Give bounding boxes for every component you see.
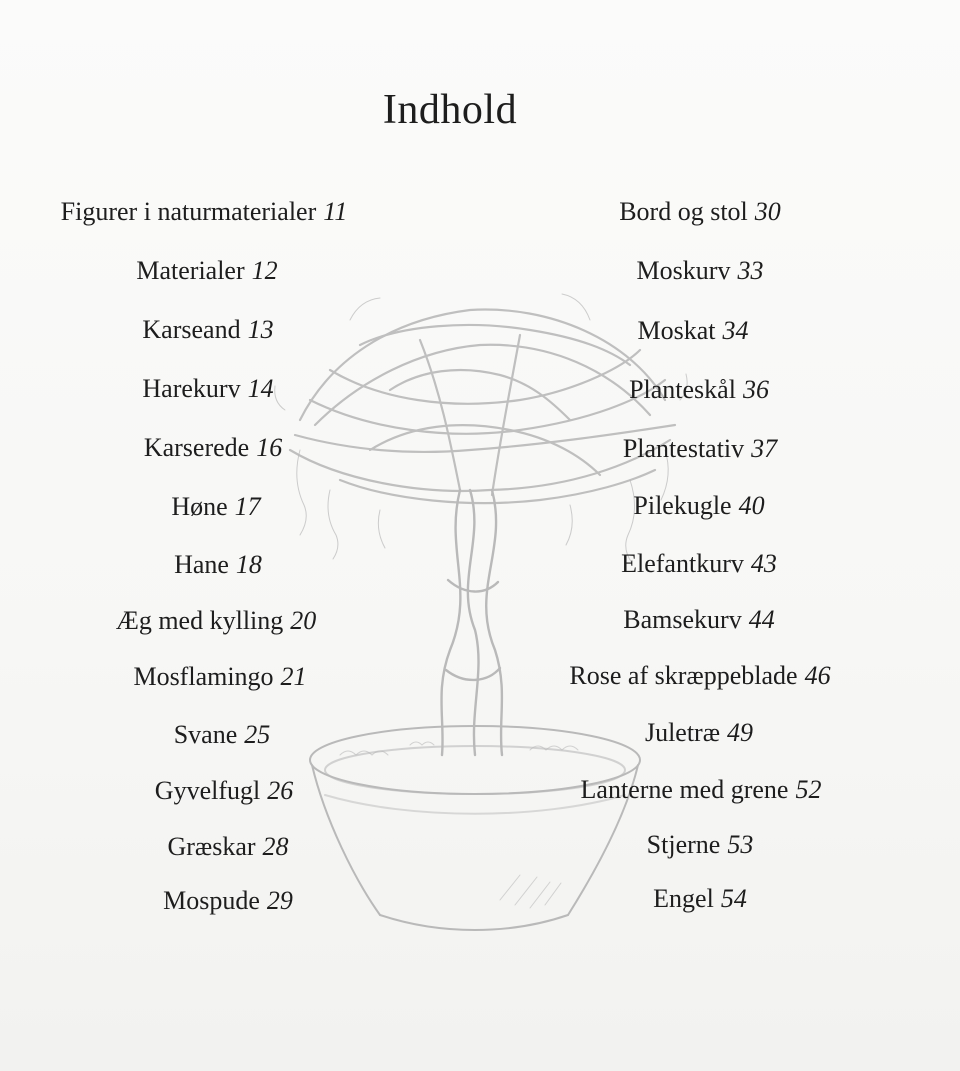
toc-entry-page-number: 46: [804, 661, 831, 690]
toc-entry-page-number: 28: [262, 832, 289, 861]
toc-entry-title: Karserede: [143, 433, 250, 462]
toc-entry-title: Høne: [171, 492, 228, 521]
canopy-tendrils: [275, 294, 687, 563]
tree-sketch-illustration: [270, 250, 690, 950]
toc-entry: [633, 491, 764, 521]
toc-entry: [653, 884, 747, 914]
toc-entry-page-number: 52: [795, 775, 822, 804]
toc-entry-title: Elefantkurv: [621, 549, 744, 578]
toc-entry: [637, 256, 764, 286]
toc-entry: [645, 718, 753, 748]
toc-entry: [171, 492, 260, 522]
toc-entry: [142, 374, 273, 404]
toc-entry: [133, 662, 306, 692]
toc-entry: [174, 550, 262, 580]
toc-entry-page-number: 13: [247, 315, 274, 344]
toc-entry-page-number: 53: [727, 830, 754, 859]
toc-entry: [581, 775, 822, 805]
tree-canopy: [290, 310, 675, 504]
toc-entry: [174, 720, 271, 750]
toc-entry-title: Mospude: [163, 886, 260, 915]
toc-entry: [167, 832, 288, 862]
toc-entry-page-number: 21: [280, 662, 307, 691]
toc-entry-title: Materialer: [136, 256, 245, 285]
toc-entry-page-number: 54: [720, 884, 747, 913]
toc-entry: [136, 256, 277, 286]
toc-entry-title: Karseand: [142, 315, 241, 344]
toc-entry-page-number: 44: [748, 605, 775, 634]
toc-entry-title: Juletræ: [644, 718, 721, 747]
toc-entry: [623, 434, 777, 464]
toc-entry-title: Engel: [653, 884, 714, 913]
toc-entry-title: Bord og stol: [619, 197, 748, 226]
toc-entry-title: Figurer i naturmaterialer: [60, 197, 317, 226]
toc-entry-page-number: 20: [290, 606, 317, 635]
toc-entry-page-number: 11: [323, 197, 348, 226]
toc-entry-title: Planteskål: [629, 375, 736, 404]
toc-entry-title: Bamsekurv: [623, 605, 742, 634]
toc-entry-page-number: 33: [737, 256, 764, 285]
toc-entry: [629, 375, 769, 405]
toc-entry-title: Græskar: [167, 832, 256, 861]
toc-entry-title: Moskurv: [636, 256, 731, 285]
toc-entry-title: Hane: [174, 550, 229, 579]
toc-entry-page-number: 18: [235, 550, 262, 579]
toc-entry: [647, 830, 754, 860]
toc-entry-page-number: 12: [251, 256, 278, 285]
toc-entry-page-number: 49: [727, 718, 754, 747]
flower-pot: [310, 726, 640, 930]
toc-entry-page-number: 26: [267, 776, 294, 805]
toc-entry: [116, 606, 317, 636]
toc-entry-title: Æg med kylling: [115, 606, 284, 635]
toc-entry-page-number: 34: [722, 316, 749, 345]
toc-entry-title: Moskat: [637, 316, 716, 345]
toc-entry-title: Mosflamingo: [133, 662, 274, 691]
toc-entry: [142, 315, 273, 345]
toc-entry: [144, 433, 282, 463]
toc-entry-title: Rose af skræppeblade: [569, 661, 798, 690]
toc-entry-page-number: 14: [247, 374, 274, 403]
tree-trunk: [441, 490, 502, 755]
toc-entry: [163, 886, 293, 916]
toc-entry-title: Svane: [173, 720, 238, 749]
toc-entry-title: Gyvelfugl: [154, 776, 261, 805]
toc-entry-page-number: 43: [750, 549, 777, 578]
toc-entry-title: Plantestativ: [622, 434, 745, 463]
toc-entry-page-number: 25: [244, 720, 271, 749]
toc-entry-page-number: 36: [742, 375, 769, 404]
toc-entry: [155, 776, 293, 806]
toc-entry-page-number: 30: [754, 197, 781, 226]
toc-entry: [569, 661, 830, 691]
toc-entry-title: Harekurv: [142, 374, 241, 403]
toc-entry-page-number: 17: [234, 492, 261, 521]
toc-entry-title: Stjerne: [646, 830, 721, 859]
toc-entry: [621, 549, 777, 579]
toc-entry: [623, 605, 774, 635]
toc-entry-title: Pilekugle: [633, 491, 732, 520]
toc-entry-page-number: 40: [738, 491, 765, 520]
toc-entry-page-number: 29: [266, 886, 293, 915]
toc-entry: [638, 316, 749, 346]
toc-entry: [619, 197, 781, 227]
toc-entry-page-number: 37: [751, 434, 778, 463]
toc-entry-page-number: 16: [256, 433, 283, 462]
page-title: Indhold: [382, 87, 518, 133]
toc-entry: [61, 197, 348, 227]
toc-entry-title: Lanterne med grene: [580, 775, 789, 804]
